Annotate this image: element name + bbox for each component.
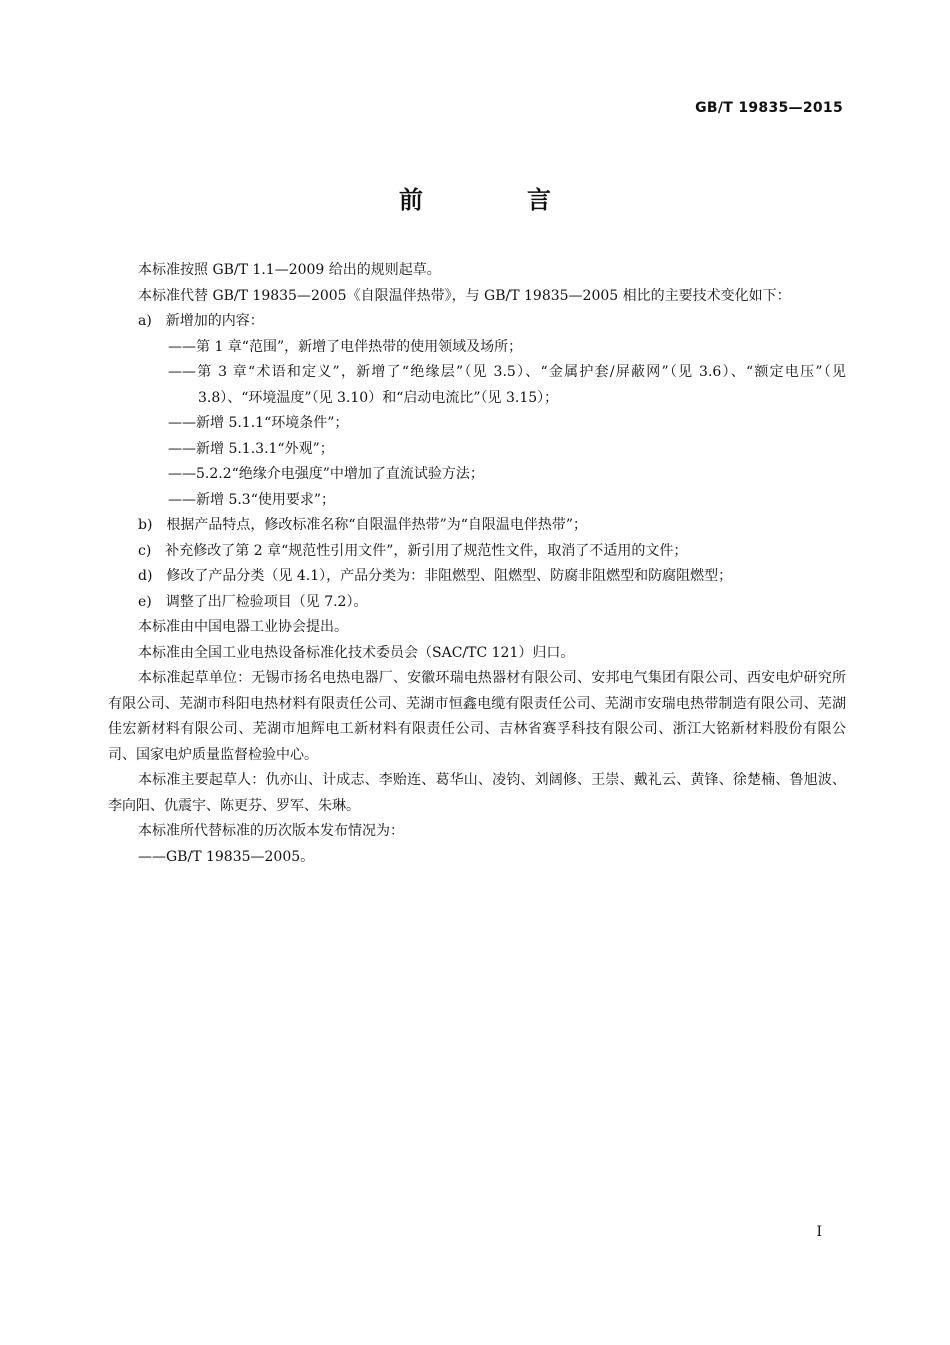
page-number: I [816, 1224, 822, 1240]
dash-item-environment: ——新增 5.1.1“环境条件”； [168, 415, 349, 431]
list-item-c: c) 补充修改了第 2 章“规范性引用文件”，新引用了规范性文件，取消了不适用的文件； [138, 542, 688, 559]
paragraph-replacement: 本标准代替 GB/T 19835—2005《自限温伴热带》，与 GB/T 19835—2005 相比的主要技术变化如下： [138, 287, 791, 304]
paragraph-proposer: 本标准由中国电器工业协会提出。 [138, 619, 348, 635]
list-item-b: b) 根据产品特点，修改标准名称“自限温伴热带”为“自限温电伴热带”； [138, 517, 588, 533]
paragraph-history: 本标准所代替标准的历次版本发布情况为： [138, 823, 404, 839]
dash-item-appearance: ——新增 5.1.3.1“外观”； [168, 440, 334, 457]
dash-item-scope: ——第 1 章“范围”，新增了电伴热带的使用领域及场所； [168, 338, 523, 355]
paragraph-drafting-rule: 本标准按照 GB/T 1.1—2009 给出的规则起草。 [138, 262, 441, 278]
paragraph-drafters: 本标准主要起草人：仇亦山、计成志、李贻连、葛华山、凌钧、刘阔修、王崇、戴礼云、黄锋、徐楚楠、鲁旭波、李向阳、仇震宇、陈更芬、罗军、朱琳。 [108, 772, 846, 814]
dash-item-usage: ——新增 5.3“使用要求”； [168, 491, 336, 508]
standard-code: GB/T 19835—2015 [695, 100, 843, 116]
paragraph-committee: 本标准由全国工业电热设备标准化技术委员会（SAC/TC 121）归口。 [138, 644, 575, 661]
list-item-a: a) 新增加的内容： [138, 313, 264, 329]
page-title: 前 言 [399, 186, 591, 214]
paragraph-drafting-units: 本标准起草单位：无锡市扬名电热电器厂、安徽环瑞电热器材有限公司、安邦电气集团有限公司、西安电炉研究所有限公司、芜湖市科阳电热材料有限责任公司、芜湖市恒鑫电缆有限责任公司、芜湖市安瑞电热带制造有限公司、芜湖佳宏新材料有限公司、芜湖市旭辉电工新材料有限责任公司、吉林省赛孚科技有限公司、浙江大铭新材料股份有限公司、国家电炉质量监督检验中心。 [108, 670, 846, 763]
paragraph-history-item: ——GB/T 19835—2005。 [138, 848, 315, 865]
list-item-e: e) 调整了出厂检验项目（见 7.2）。 [138, 593, 368, 610]
dash-item-terms: ——第 3 章“术语和定义”，新增了“绝缘层”（见 3.5）、“金属护套/屏蔽网”（见 3.6）、“额定电压”（见 3.8）、“环境温度”（见 3.10）和“启动电流比”（见 3.15）； [168, 364, 846, 406]
dash-item-dielectric: ——5.2.2“绝缘介电强度”中增加了直流试验方法； [168, 466, 484, 482]
document-body [108, 258, 846, 870]
list-item-d: d) 修改了产品分类（见 4.1），产品分类为：非阻燃型、阻燃型、防腐非阻燃型和防腐阻燃型； [138, 568, 733, 584]
